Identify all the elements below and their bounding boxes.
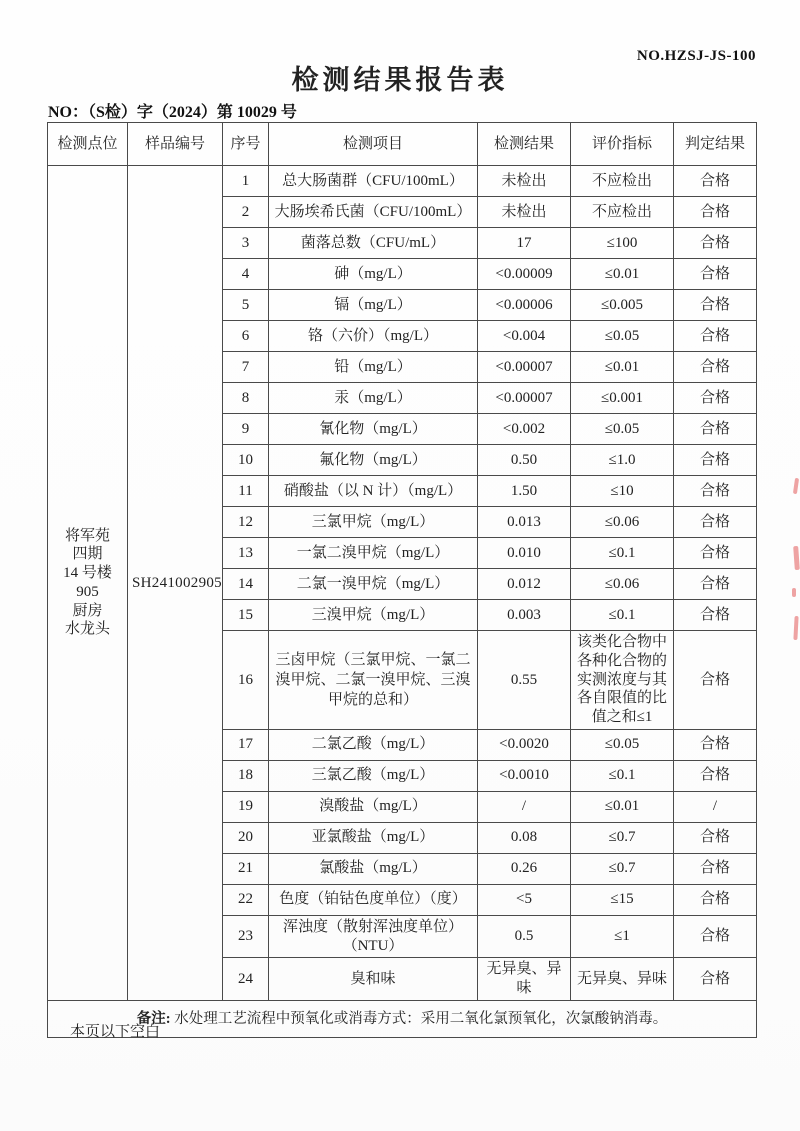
row-result-cell: 0.50 (478, 445, 571, 476)
row-result-cell: / (478, 791, 571, 822)
row-judgment-cell: 合格 (674, 197, 757, 228)
row-standard-cell: ≤0.01 (571, 259, 674, 290)
row-item-cell: 二氯一溴甲烷（mg/L） (269, 569, 478, 600)
row-standard-cell: 不应检出 (571, 197, 674, 228)
row-item-cell: 砷（mg/L） (269, 259, 478, 290)
row-standard-cell: 无异臭、异味 (571, 958, 674, 1001)
header-item: 检测项目 (269, 123, 478, 166)
row-standard-cell: 不应检出 (571, 166, 674, 197)
red-stamp-mark (793, 616, 798, 640)
row-result-cell: <0.002 (478, 414, 571, 445)
row-judgment-cell: 合格 (674, 476, 757, 507)
row-item-cell: 氟化物（mg/L） (269, 445, 478, 476)
row-result-cell: 0.5 (478, 915, 571, 958)
row-standard-cell: 该类化合物中各种化合物的实测浓度与其各自限值的比值之和≤1 (571, 631, 674, 730)
row-judgment-cell: 合格 (674, 352, 757, 383)
header-standard: 评价指标 (571, 123, 674, 166)
row-judgment-cell: 合格 (674, 383, 757, 414)
row-index-cell: 23 (223, 915, 269, 958)
row-index-cell: 4 (223, 259, 269, 290)
row-judgment-cell: 合格 (674, 290, 757, 321)
row-judgment-cell: 合格 (674, 822, 757, 853)
row-result-cell: 17 (478, 228, 571, 259)
table-header-row (48, 123, 757, 166)
row-result-cell: 0.013 (478, 507, 571, 538)
row-index-cell: 20 (223, 822, 269, 853)
row-item-cell: 菌落总数（CFU/mL） (269, 228, 478, 259)
row-standard-cell: ≤0.1 (571, 600, 674, 631)
row-index-cell: 15 (223, 600, 269, 631)
header-result: 检测结果 (478, 123, 571, 166)
row-judgment-cell: 合格 (674, 569, 757, 600)
row-result-cell: 0.26 (478, 853, 571, 884)
row-judgment-cell: 合格 (674, 631, 757, 730)
row-judgment-cell: 合格 (674, 958, 757, 1001)
row-result-cell: 0.012 (478, 569, 571, 600)
row-judgment-cell: 合格 (674, 414, 757, 445)
row-judgment-cell: / (674, 791, 757, 822)
row-judgment-cell: 合格 (674, 228, 757, 259)
red-stamp-mark (793, 546, 800, 570)
location-line: 将军苑 (64, 527, 110, 544)
row-standard-cell: ≤0.005 (571, 290, 674, 321)
row-item-cell: 三卤甲烷（三氯甲烷、一氯二溴甲烷、二氯一溴甲烷、三溴甲烷的总和） (269, 631, 478, 730)
remark-text: 水处理工艺流程中预氧化或消毒方式：采用二氧化氯预氧化，次氯酸钠消毒。 (174, 1010, 668, 1027)
row-result-cell: <0.00007 (478, 352, 571, 383)
footer-note: 本页以下空白 (70, 1024, 161, 1040)
row-index-cell: 24 (223, 958, 269, 1001)
row-item-cell: 铬（六价）（mg/L） (269, 321, 478, 352)
table-body (48, 166, 757, 1001)
row-item-cell: 浑浊度（散射浑浊度单位）（NTU） (269, 915, 478, 958)
row-judgment-cell: 合格 (674, 884, 757, 915)
row-judgment-cell: 合格 (674, 445, 757, 476)
header-sample-no: 样品编号 (128, 123, 223, 166)
row-judgment-cell: 合格 (674, 600, 757, 631)
row-standard-cell: ≤0.05 (571, 321, 674, 352)
row-judgment-cell: 合格 (674, 259, 757, 290)
location-line: 905 (76, 583, 99, 600)
row-result-cell: 未检出 (478, 197, 571, 228)
document-code: NO.HZSJ-JS-100 (636, 48, 756, 64)
row-index-cell: 10 (223, 445, 269, 476)
header-index: 序号 (223, 123, 269, 166)
row-standard-cell: ≤0.7 (571, 853, 674, 884)
location-line: 水龙头 (64, 621, 110, 638)
result-table (47, 122, 757, 1038)
red-stamp-mark (793, 478, 799, 494)
row-index-cell: 12 (223, 507, 269, 538)
row-item-cell: 三溴甲烷（mg/L） (269, 600, 478, 631)
row-index-cell: 6 (223, 321, 269, 352)
row-index-cell: 8 (223, 383, 269, 414)
row-standard-cell: ≤100 (571, 228, 674, 259)
row-standard-cell: ≤15 (571, 884, 674, 915)
header-location: 检测点位 (48, 123, 128, 166)
row-index-cell: 2 (223, 197, 269, 228)
row-judgment-cell: 合格 (674, 166, 757, 197)
row-result-cell: <0.004 (478, 321, 571, 352)
row-item-cell: 镉（mg/L） (269, 290, 478, 321)
row-item-cell: 三氯甲烷（mg/L） (269, 507, 478, 538)
row-item-cell: 大肠埃希氏菌（CFU/100mL） (269, 197, 478, 228)
row-standard-cell: ≤0.06 (571, 507, 674, 538)
row-item-cell: 氰化物（mg/L） (269, 414, 478, 445)
row-index-cell: 9 (223, 414, 269, 445)
location-line: 14 号楼 (63, 565, 112, 582)
row-standard-cell: ≤0.01 (571, 791, 674, 822)
row-result-cell: <0.0010 (478, 760, 571, 791)
table-row (48, 166, 757, 197)
row-item-cell: 铅（mg/L） (269, 352, 478, 383)
row-item-cell: 溴酸盐（mg/L） (269, 791, 478, 822)
row-result-cell: <5 (478, 884, 571, 915)
row-index-cell: 19 (223, 791, 269, 822)
row-item-cell: 硝酸盐（以 N 计）（mg/L） (269, 476, 478, 507)
row-judgment-cell: 合格 (674, 760, 757, 791)
row-judgment-cell: 合格 (674, 321, 757, 352)
row-standard-cell: ≤10 (571, 476, 674, 507)
row-item-cell: 总大肠菌群（CFU/100mL） (269, 166, 478, 197)
sampling-location-cell (48, 166, 128, 1001)
row-result-cell: 0.08 (478, 822, 571, 853)
page-title: 检测结果报告表 (291, 65, 509, 95)
row-item-cell: 二氯乙酸（mg/L） (269, 729, 478, 760)
row-standard-cell: ≤0.7 (571, 822, 674, 853)
row-index-cell: 1 (223, 166, 269, 197)
row-index-cell: 7 (223, 352, 269, 383)
row-standard-cell: ≤1.0 (571, 445, 674, 476)
row-item-cell: 臭和味 (269, 958, 478, 1001)
row-standard-cell: ≤0.01 (571, 352, 674, 383)
row-index-cell: 11 (223, 476, 269, 507)
row-item-cell: 汞（mg/L） (269, 383, 478, 414)
remark-label: 备注: (136, 1010, 171, 1027)
row-index-cell: 3 (223, 228, 269, 259)
row-index-cell: 21 (223, 853, 269, 884)
row-judgment-cell: 合格 (674, 853, 757, 884)
sample-number-cell: SH241002905 (128, 166, 223, 1001)
row-result-cell: <0.00009 (478, 259, 571, 290)
row-standard-cell: ≤0.001 (571, 383, 674, 414)
row-standard-cell: ≤1 (571, 915, 674, 958)
location-line: 厨房 (72, 602, 103, 619)
red-stamp-mark (792, 588, 796, 597)
row-index-cell: 13 (223, 538, 269, 569)
row-result-cell: 0.003 (478, 600, 571, 631)
row-item-cell: 色度（铂钴色度单位）（度） (269, 884, 478, 915)
row-result-cell: <0.00007 (478, 383, 571, 414)
row-index-cell: 16 (223, 631, 269, 730)
row-judgment-cell: 合格 (674, 507, 757, 538)
row-result-cell: 0.010 (478, 538, 571, 569)
row-result-cell: 未检出 (478, 166, 571, 197)
row-result-cell: 0.55 (478, 631, 571, 730)
row-result-cell: <0.0020 (478, 729, 571, 760)
row-item-cell: 一氯二溴甲烷（mg/L） (269, 538, 478, 569)
row-standard-cell: ≤0.05 (571, 414, 674, 445)
row-index-cell: 17 (223, 729, 269, 760)
row-item-cell: 亚氯酸盐（mg/L） (269, 822, 478, 853)
row-result-cell: 1.50 (478, 476, 571, 507)
row-judgment-cell: 合格 (674, 729, 757, 760)
row-index-cell: 18 (223, 760, 269, 791)
row-standard-cell: ≤0.1 (571, 538, 674, 569)
row-index-cell: 14 (223, 569, 269, 600)
row-standard-cell: ≤0.05 (571, 729, 674, 760)
row-judgment-cell: 合格 (674, 538, 757, 569)
row-standard-cell: ≤0.06 (571, 569, 674, 600)
header-judgment: 判定结果 (674, 123, 757, 166)
row-item-cell: 三氯乙酸（mg/L） (269, 760, 478, 791)
report-number: NO：（S检）字（2024）第 10029 号 (48, 104, 297, 121)
row-judgment-cell: 合格 (674, 915, 757, 958)
location-line: 四期 (72, 546, 103, 563)
row-item-cell: 氯酸盐（mg/L） (269, 853, 478, 884)
row-standard-cell: ≤0.1 (571, 760, 674, 791)
row-index-cell: 22 (223, 884, 269, 915)
row-index-cell: 5 (223, 290, 269, 321)
row-result-cell: 无异臭、异味 (478, 958, 571, 1001)
row-result-cell: <0.00006 (478, 290, 571, 321)
